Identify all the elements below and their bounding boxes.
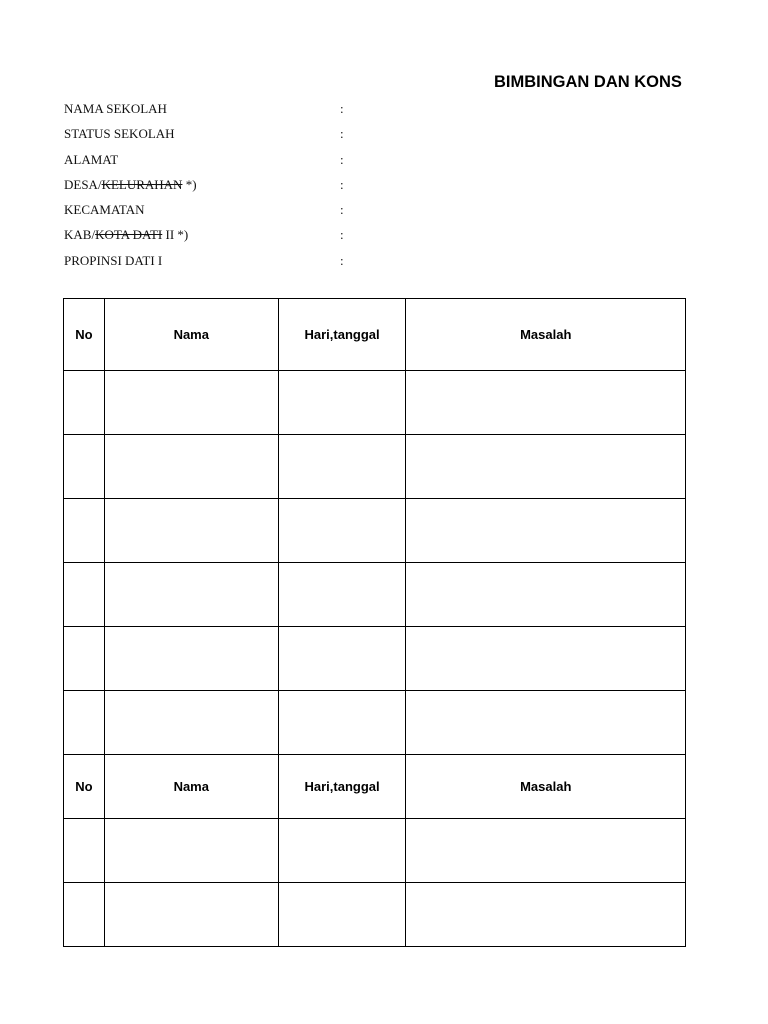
cell-masalah[interactable] [406,371,686,435]
table-row [64,371,686,435]
cell-no[interactable] [64,563,105,627]
info-colon: : [340,101,344,116]
table-row [64,819,686,883]
school-info-block [64,101,344,278]
table-row [64,435,686,499]
info-colon: : [340,202,344,218]
cell-nama[interactable] [104,499,278,563]
info-row-alamat [64,151,344,177]
table-header-row [64,299,686,371]
header-masalah: Masalah [406,755,686,819]
header-hari-tanggal: Hari,tanggal [278,755,406,819]
cell-nama[interactable] [104,883,278,947]
info-label-part: DESA/ [64,176,102,192]
cell-no[interactable] [64,371,105,435]
header-nama: Nama [104,755,278,819]
info-row-status-sekolah [64,126,344,151]
cell-nama[interactable] [104,819,278,883]
info-colon: : [340,151,344,167]
info-label-struck-part: KELURAHAN [101,176,183,192]
info-label: STATUS SEKOLAH [64,126,175,142]
info-label [64,177,197,192]
header-hari-tanggal: Hari,tanggal [278,299,406,371]
info-colon: : [340,176,344,192]
cell-nama[interactable] [104,691,278,755]
cell-masalah[interactable] [406,435,686,499]
counseling-table [63,298,686,947]
cell-nama[interactable] [104,627,278,691]
cell-no[interactable] [64,819,105,883]
info-label: NAMA SEKOLAH [64,101,167,116]
info-row-desa [64,176,344,202]
info-row-nama-sekolah [64,101,344,126]
cell-masalah[interactable] [406,819,686,883]
table-row [64,563,686,627]
info-row-kabupaten [64,227,344,252]
info-label [64,227,188,242]
table-row [64,627,686,691]
info-label: PROPINSI DATI I [64,252,163,268]
cell-nama[interactable] [104,371,278,435]
cell-masalah[interactable] [406,563,686,627]
cell-hari-tanggal[interactable] [278,435,406,499]
info-label-struck-part: KOTA DATI [95,227,163,243]
cell-no[interactable] [64,435,105,499]
cell-hari-tanggal[interactable] [278,819,406,883]
cell-hari-tanggal[interactable] [278,499,406,563]
info-colon: : [340,252,344,268]
table-row [64,883,686,947]
table-row [64,691,686,755]
cell-nama[interactable] [104,563,278,627]
cell-masalah[interactable] [406,627,686,691]
cell-no[interactable] [64,691,105,755]
info-label-part: *) [182,176,197,192]
info-label-part: KAB/ [64,227,96,243]
cell-hari-tanggal[interactable] [278,563,406,627]
cell-no[interactable] [64,627,105,691]
cell-no[interactable] [64,883,105,947]
cell-hari-tanggal[interactable] [278,371,406,435]
cell-nama[interactable] [104,435,278,499]
info-colon: : [340,227,344,243]
header-nama: Nama [104,299,278,371]
info-row-kecamatan [64,202,344,227]
cell-masalah[interactable] [406,883,686,947]
document-title: BIMBINGAN DAN KONS [494,73,682,91]
info-label: ALAMAT [64,151,119,167]
table-row [64,499,686,563]
info-colon: : [340,126,344,142]
header-no: No [64,755,105,819]
cell-masalah[interactable] [406,691,686,755]
cell-hari-tanggal[interactable] [278,691,406,755]
table-header-row-repeat [64,755,686,819]
info-row-propinsi [64,252,344,278]
cell-hari-tanggal[interactable] [278,883,406,947]
info-label-part: II *) [162,227,189,243]
cell-masalah[interactable] [406,499,686,563]
header-masalah: Masalah [406,299,686,371]
cell-hari-tanggal[interactable] [278,627,406,691]
info-label: KECAMATAN [64,202,145,218]
cell-no[interactable] [64,499,105,563]
header-no: No [64,299,105,371]
